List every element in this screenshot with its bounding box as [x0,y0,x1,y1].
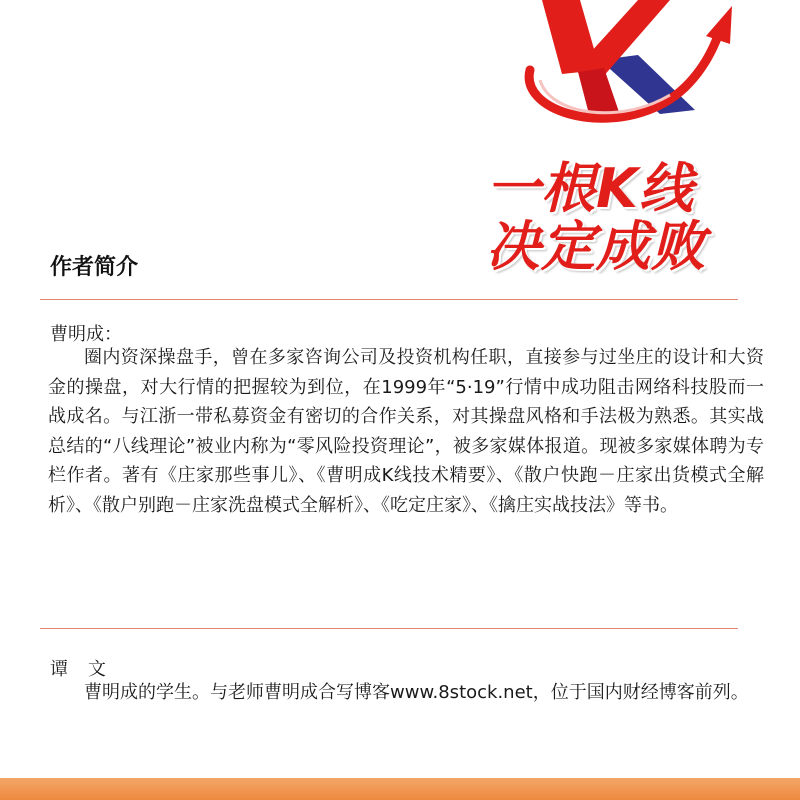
bottom-band [0,778,800,800]
author-bio: 圈内资深操盘手，曾在多家咨询公司及投资机构任职，直接参与过坐庄的设计和大资金的操盘，对大行情的把握较为到位，在1999年“5·19”行情中成功阻击网络科技股而一战成名。与江浙一带私募资金有密切的合作关系，对其操盘风格和手法极为熟悉。其实战总结的“八线理论”被业内称为“零风险投资理论”，被多家媒体报道。现被多家媒体聘为专栏作者。著有《庄家那些事儿》、《曹明成K线技术精要》、《散户快跑－庄家出货模式全解析》、《散户别跑－庄家洗盘模式全解析》、《吃定庄家》、《擒庄实战技法》等书。 [48,347,764,516]
divider [40,628,738,629]
coauthor-bio: 曹明成的学生。与老师曹明成合写博客www.8stock.net，位于国内财经博客前列。 [84,682,749,703]
book-title [486,157,746,278]
book-title-line1: 一根K线 [486,157,694,220]
divider [40,299,738,300]
section-heading: 作者简介 [50,255,139,280]
coauthor-name: 谭文 [50,659,126,680]
book-title-line2: 决定成败 [486,215,706,278]
k-arrow-logo-icon [520,0,740,140]
author-name: 曹明成： [50,324,122,345]
